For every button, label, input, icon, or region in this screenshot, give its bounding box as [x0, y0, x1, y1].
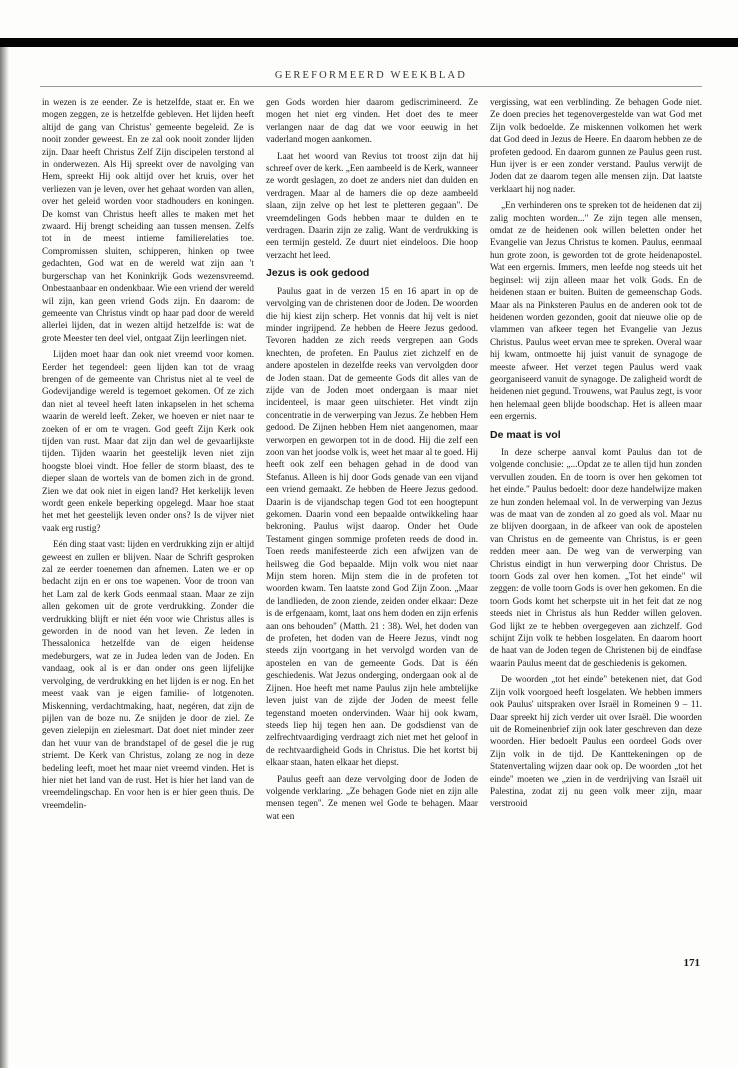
- paragraph: In deze scherpe aanval komt Paulus dan tot de volgende conclusie: „...Opdat ze te allen tijd hun zonden vervullen zouden. En de toorn is over hen gekomen tot het einde." Paulus bedoelt: door deze handelwijze maken ze hun zonden helemaal vol. In de verwerping van Jezus was de maat van de zonden al zo goed als vol. Maar nu ze blijven doorgaan, in de afkeer van ook de apostelen van Christus en de gemeente van Christus, is er geen redden meer aan. De weg van de verwerping van Christus eindigt in hun verwerping door Christus. De toorn Gods zal over hen komen. „Tot het einde" wil zeggen: de volle toorn Gods is over hen gekomen. En die toorn Gods komt het scherpste uit in het feit dat ze nog steeds niet in Christus als hun Redder willen geloven. God lijkt ze te hebben overgegeven aan zichzelf. God schijnt Zijn volk te hebben losgelaten. En daarom hoort de haat van de Joden tegen de Christenen bij de eindfase waarin Paulus meent dat de geschiedenis is gekomen.: [490, 446, 702, 668]
- paragraph: Lijden moet haar dan ook niet vreemd voor komen. Eerder het tegendeel: geen lijden kan tot de vraag brengen of de gemeente van Christus niet al te veel de Godevijandige wereld is tegemoet gekomen. Of ze zich dan niet al teveel heeft laten inkapselen in het schema waarin de wereld leeft. Zeker, we hoeven er niet naar te zoeken of er om te vragen. God geeft Zijn Kerk ook tijden van rust. Maar dat zijn dan wel de gevaarlijkste tijden. Tijden waarin het geestelijk leven niet zijn hoogste bloei vindt. Hoe feller de storm blaast, des te dieper slaan de wortels van de bomen zich in de grond. Zien we dat ook niet in eigen land? Het kerkelijk leven wordt geen enkele beperking opgelegd. Maar hoe staat het met het geestelijk leven onder ons? Is de vijver niet vaak erg rustig?: [42, 349, 254, 533]
- paragraph: Eén ding staat vast: lijden en verdrukking zijn er altijd geweest en zullen er blijven. Naar de Schrift gesproken zal ze eerder toenemen dan afnemen. Laten we er op bedacht zijn en er ons toe wapenen. Voor de troon van het Lam zal de kerk Gods eenmaal staan. Maar ze zijn allen gekomen uit de grote verdrukking. Zonder die verdrukking blijft er niet één voor wie Christus alles is geworden in de nood van het leven. Ze leden in Thessalonica hetzelfde van de eigen heidense medeburgers, wat ze in Judea leden van de Joden. En vandaag, ook al is er dan onder ons geen lijfelijke vervolging, de verdrukking en het lijden is er nog. En het meest vaak van je eigen familie- of lotgenoten. Miskenning, verdachtmaking, haat, negéren, dat zijn de pijlen van de boze nu. Ze snijden je door de ziel. Ze geven zielepijn en zielesmart. Dat doet niet minder zeer dan het vuur van de brandstapel of de gesel die je rug striemt. De Kerk van Christus, zolang ze nog in deze bedeling leeft, moet het maar niet vreemd vinden. Het is hier niet het land van de rust. Het is hier het land van de vreemdelingschap. En voor hen is er hier geen thuis. De vreemdelin-: [42, 539, 254, 810]
- paragraph: „En verhinderen ons te spreken tot de heidenen dat zij zalig mochten worden..." Ze zijn tegen alle mensen, omdat ze de heidenen ook willen beletten onder het Evangelie van Jezus Christus te komen. Paulus, eenmaal hun grote zoon, is geworden tot de grote heidenapostel. Wat een ergernis. Immers, men leefde nog steeds uit het beginsel: wij zijn alleen maar het volk Gods. En de heidenen staan er buiten. Buiten de gemeenschap Gods. Maar als na Pinksteren Paulus en de anderen ook tot de heidenen worden gezonden, gooit dat nieuwe olie op de vlammen van afkeer tegen het Evangelie van Jezus Christus. Paulus weet ervan mee te spreken. Overal waar hij kwam, ontmoette hij juist vanuit de synagoge de meeste afweer. Het verzet tegen Paulus werd vaak georganiseerd vanuit de synagoge. De zaligheid wordt de heidenen niet gegund. Trouwens, wat Paulus zegt, is voor hen helemaal geen blijde boodschap. Het is alleen maar een ergernis.: [490, 200, 702, 422]
- paragraph: Laat het woord van Revius tot troost zijn dat hij schreef over de kerk. „Een aambeeld is de Kerk, wanneer ze wordt geslagen, zo doet ze anders niet dan dulden en verdragen. Maar al de hamers die op deze aambeeld slaan, zijn zelve op het lest te pletteren gegaan". De vreemdelingen Gods hebben maar te dulden en te verdragen. Daarin zijn ze zalig. Want de verdrukking is een termijn gesteld. Ze duurt niet eindeloos. Die hoop verzacht het leed.: [266, 150, 478, 260]
- scan-binding-shadow: [0, 47, 9, 1068]
- paragraph: Paulus geeft aan deze vervolging door de Joden de volgende verklaring. „Ze behagen Gode niet en zijn alle mensen tegen". Ze menen wel Gode te behagen. Maar wat een: [266, 773, 478, 821]
- paragraph: vergissing, wat een verblinding. Ze behagen Gode niet. Ze doen precies het tegenovergestelde van wat God met Zijn volk bedoelde. Ze miskennen volkomen het werk dat God deed in Jezus de Heere. En daarom hebben ze de profeten gedood. En daarom gunnen ze Paulus geen rust. Hun ijver is er een zonder verstand. Paulus verwijt de Joden dat ze daarom tegen alle mensen zijn. Dat laatste verklaart hij nog nader.: [490, 97, 702, 194]
- paragraph: gen Gods worden hier daarom gediscrimineerd. Ze mogen het niet erg vinden. Het doet des te meer verlangen naar de dag dat we voor eeuwig in het vaderland mogen aankomen.: [266, 97, 478, 145]
- text-column-1: [42, 96, 254, 811]
- text-column-3: [490, 96, 702, 810]
- scan-top-edge: [0, 38, 738, 47]
- page-header: GEREFORMEERD WEEKBLAD: [274, 70, 468, 81]
- paragraph: Paulus gaat in de verzen 15 en 16 apart in op de vervolging van de christenen door de Joden. De woorden die hij kiest zijn scherp. Het vonnis dat hij velt is niet minder ingrijpend. Ze hebben de Heere Jezus gedood. Tevoren hadden ze zich reeds vergrepen aan Gods knechten, de profeten. En Paulus ziet zichzelf en de andere apostelen in dezelfde reeks van vervolgden door de Joden staan. Dat de gemeente Gods dit alles van de zijde van de Joden moet ondergaan is maar niet incidenteel, is maar geen uitschieter. Het vindt zijn concentratie in de verwerping van Jezus. Ze hebben Hem gedood. De Zijnen hebben Hem niet aangenomen, maar verworpen en geworpen tot in de dood. Hij die zelf een zoon van het joodse volk is, weet het maar al te goed. Hij heeft ook zelf een behagen gehad in de dood van Stefanus. Alleen is hij door Gods genade van een vijand een vriend gemaakt. Ze hebben de Heere Jezus gedood. Daarin is de vijandschap tegen God tot een hoogtepunt gekomen. Daarin vond een bepaalde ontwikkeling haar bekroning. Paulus wijst daarop. Onder het Oude Testament gingen sommige profeten reeds de dood in. Toen reeds manifesteerde zich een afwijzen van de heilsweg die God bepaalde. Mijn volk wou niet naar Mijn stem horen. Mijn stem die in de profeten tot woorden kwam. Ten laatste zond God Zijn Zoon. „Maar de landlieden, de zoon ziende, zeiden onder elkaar: Deze is de erfgenaam, komt, laat ons hem doden en zijn erfenis aan ons behouden" (Matth. 21 : 38). Wel, het doden van de profeten, het doden van de Heere Jezus, vindt nog steeds zijn voortgang in het vervolgd worden van de apostelen en van de gemeente Gods. Dat is één geschiedenis. Wat Jezus onderging, ondergaan ook al de Zijnen. Hoe heeft met name Paulus zijn hele ambtelijke leven juist van de zijde der Joden de meest felle tegenstand moeten ondervinden. Waar hij ook kwam, steeds liep hij tegen hen aan. De godsdienst van de zelfrechtvaardiging verdraagt zich niet met het geloof in de rechtvaardigheid Gods in Christus. Die het kortst bij elkaar staan, haten elkaar het diepst.: [266, 285, 478, 768]
- section-heading: De maat is vol: [490, 428, 561, 441]
- paragraph: in wezen is ze eender. Ze is hetzelfde, staat er. En we mogen zeggen, ze is hetzelfde gebleven. Het lijden heeft altijd de gang van Christus' gemeente begeleid. Ze is nooit zonder geweest. En ze zal ook nooit zonder lijden zijn. Daar heeft Christus Zelf Zijn discipelen terstond al in onderwezen. Als Hij spreekt over de navolging van Hem, spreekt Hij ook altijd over het kruis, over het verliezen van je leven, over het gehaat worden van allen, over het geleid worden voor stadhouders en koningen. De komst van Christus heeft alles te maken met het zwaard. Hij brengt scheiding aan tussen mensen. Zelfs tot in de meest intieme familierelaties toe. Compromissen sluiten, schipperen, hinken op twee gedachten, God wat en de wereld wat zijn aan 't burgerschap van het Koninkrijk Gods wezensvreemd. Onbestaanbaar en ondenkbaar. Wie een vriend der wereld wil zijn, kan geen vriend Gods zijn. En daarom: de gemeente van Christus vindt op haar pad door de wereld allerlei lijden, dat in wezen altijd hetzelfde is: wat de grote Meester ten deel viel, ontgaat Zijn leerlingen niet.: [42, 97, 254, 343]
- header-rule: [40, 86, 702, 87]
- text-column-2: [266, 96, 478, 822]
- section-heading: Jezus is ook gedood: [266, 267, 370, 280]
- paragraph: De woorden „tot het einde" betekenen niet, dat God Zijn volk voorgoed heeft losgelaten. We hebben immers ook Paulus' uitspraken over Israël in Romeinen 9 – 11. Daar spreekt hij zich verder uit over Israël. Die woorden uit de Romeinenbrief zijn ook later geschreven dan deze woorden. Hier bedoelt Paulus een oordeel Gods over Zijn volk in de tijd. De Kanttekeningen op de Statenvertaling wijzen daar ook op. De woorden „tot het einde" moeten we „zien in de verdrijving van Israël uit Palestina, zodat zij nu geen volk meer zijn, maar verstrooid: [490, 674, 702, 809]
- page-number: 171: [683, 957, 700, 969]
